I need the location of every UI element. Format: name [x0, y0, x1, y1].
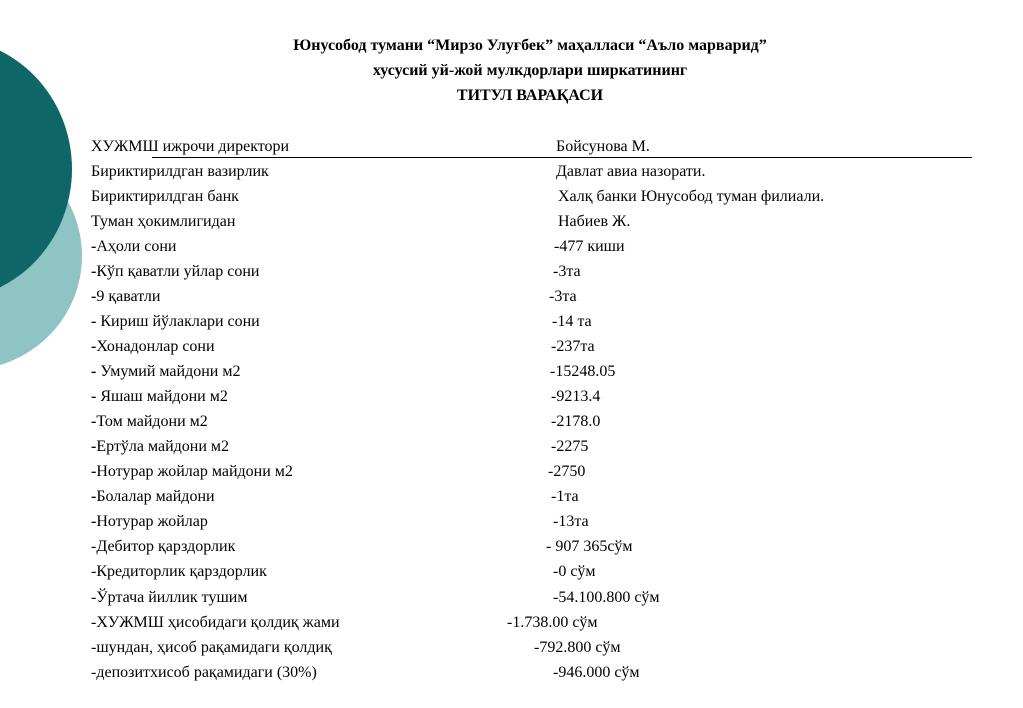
info-row — [0, 237, 1023, 257]
row-dash: - — [91, 438, 97, 455]
row-value: -9213.4 — [551, 388, 601, 405]
row-value: -14 та — [552, 313, 592, 330]
info-row — [0, 362, 1023, 382]
info-row — [0, 412, 1023, 432]
row-dash: - — [91, 263, 97, 280]
row-label-text: Нотурар жойлар майдони м2 — [96, 463, 293, 480]
info-row — [0, 537, 1023, 557]
row-label-text: 9 қаватли — [96, 288, 161, 305]
info-row — [0, 613, 1023, 633]
row-label: -Кредиторлик қарздорлик — [91, 563, 267, 580]
row-label — [91, 487, 215, 507]
row-label-text: Том майдони м2 — [96, 413, 208, 430]
row-label — [91, 387, 228, 407]
title-line-2: хусусий уй-жой мулкдорлари ширкатининг — [372, 62, 688, 79]
row-value: Набиев Ж. — [558, 213, 631, 230]
row-value: -15248.05 — [550, 363, 616, 380]
row-value: -2178.0 — [551, 413, 601, 430]
row-label-text: Хонадонлар сони — [96, 338, 215, 355]
row-label — [91, 512, 208, 532]
info-row — [0, 262, 1023, 282]
row-label: Туман ҳокимлигидан — [91, 213, 236, 230]
row-value: -3та — [549, 288, 577, 305]
info-row — [0, 512, 1023, 532]
row-dash: - — [91, 313, 101, 330]
title-line-3: ТИТУЛ ВАРАҚАСИ — [456, 87, 604, 104]
row-dash: - — [91, 513, 97, 530]
row-label: -Дебитор қарздорлик — [91, 538, 236, 555]
row-value: Бойсунова М. — [556, 138, 650, 155]
row-dash: - — [91, 363, 101, 380]
row-value: -13та — [553, 513, 589, 530]
info-row — [0, 337, 1023, 357]
row-value: -946.000 сўм — [553, 664, 640, 681]
row-label: -депозитхисоб рақамидаги (30%) — [91, 664, 317, 681]
row-value: -792.800 сўм — [534, 639, 621, 656]
row-label: -ХУЖМШ ҳисобидаги қолдиқ жами — [91, 614, 340, 631]
row-label: Бириктирилдган вазирлик — [91, 163, 269, 180]
row-label-text: Ертўла майдони м2 — [96, 438, 230, 455]
row-label: ХУЖМШ ижрочи директори — [91, 138, 290, 155]
row-label-text: Яшаш майдони м2 — [100, 388, 228, 405]
row-dash: - — [91, 288, 97, 305]
info-row — [0, 137, 1023, 157]
row-value: -54.100.800 сўм — [553, 589, 660, 606]
row-label — [91, 337, 215, 357]
row-label: Бириктирилдган банк — [91, 188, 239, 205]
row-label-text: Кириш йўлаклари сони — [100, 313, 260, 330]
info-row — [0, 187, 1023, 207]
row-label-text: Кўп қаватли уйлар сони — [96, 263, 260, 280]
row-value: Давлат авиа назорати. — [556, 163, 706, 180]
row-label — [91, 362, 240, 382]
row-label: -Ўртача йиллик тушим — [91, 589, 248, 606]
row-label-text: Болалар майдони — [96, 488, 215, 505]
row-label — [91, 262, 259, 282]
info-row — [0, 212, 1023, 232]
row-label — [91, 437, 229, 457]
row-value: -237та — [551, 338, 595, 355]
row-label — [91, 287, 160, 307]
info-row — [0, 287, 1023, 307]
row-dash: - — [91, 463, 97, 480]
row-label: -шундан, ҳисоб рақамидаги қолдиқ — [91, 639, 332, 656]
row-dash: - — [91, 388, 101, 405]
info-row — [0, 387, 1023, 407]
row-label-text: Нотурар жойлар — [96, 513, 208, 530]
row-value: - 907 365сўм — [546, 538, 633, 555]
row-value: -3та — [553, 263, 581, 280]
info-row — [0, 663, 1023, 683]
info-row — [0, 487, 1023, 507]
info-row — [0, 588, 1023, 608]
info-row — [0, 437, 1023, 457]
row-value: -2275 — [551, 438, 589, 455]
row-value: -0 сўм — [553, 563, 596, 580]
row-label-text: Умумий майдони м2 — [100, 363, 241, 380]
row-label — [91, 312, 260, 332]
row-label — [91, 412, 208, 432]
info-row — [0, 638, 1023, 658]
row-dash: - — [91, 488, 97, 505]
info-row — [0, 562, 1023, 582]
info-row — [0, 462, 1023, 482]
row-dash: - — [91, 338, 97, 355]
row-value: Халқ банки Юнусобод туман филиали. — [558, 188, 825, 205]
row-dash: - — [91, 413, 97, 430]
row-value: -1.738.00 сўм — [507, 614, 598, 631]
title-line-1: Юнусобод тумани “Мирзо Улуғбек” маҳалласи “Аъло марварид” — [293, 37, 767, 54]
row-value: -1та — [551, 488, 579, 505]
row-dash: - — [91, 238, 97, 255]
row-value: -2750 — [548, 463, 586, 480]
info-row — [0, 162, 1023, 182]
row-label — [91, 462, 293, 482]
row-label-text: Аҳоли сони — [96, 238, 177, 255]
info-row — [0, 312, 1023, 332]
row-value: -477 киши — [554, 238, 625, 255]
underline-rule — [152, 157, 972, 158]
row-label — [91, 237, 176, 257]
